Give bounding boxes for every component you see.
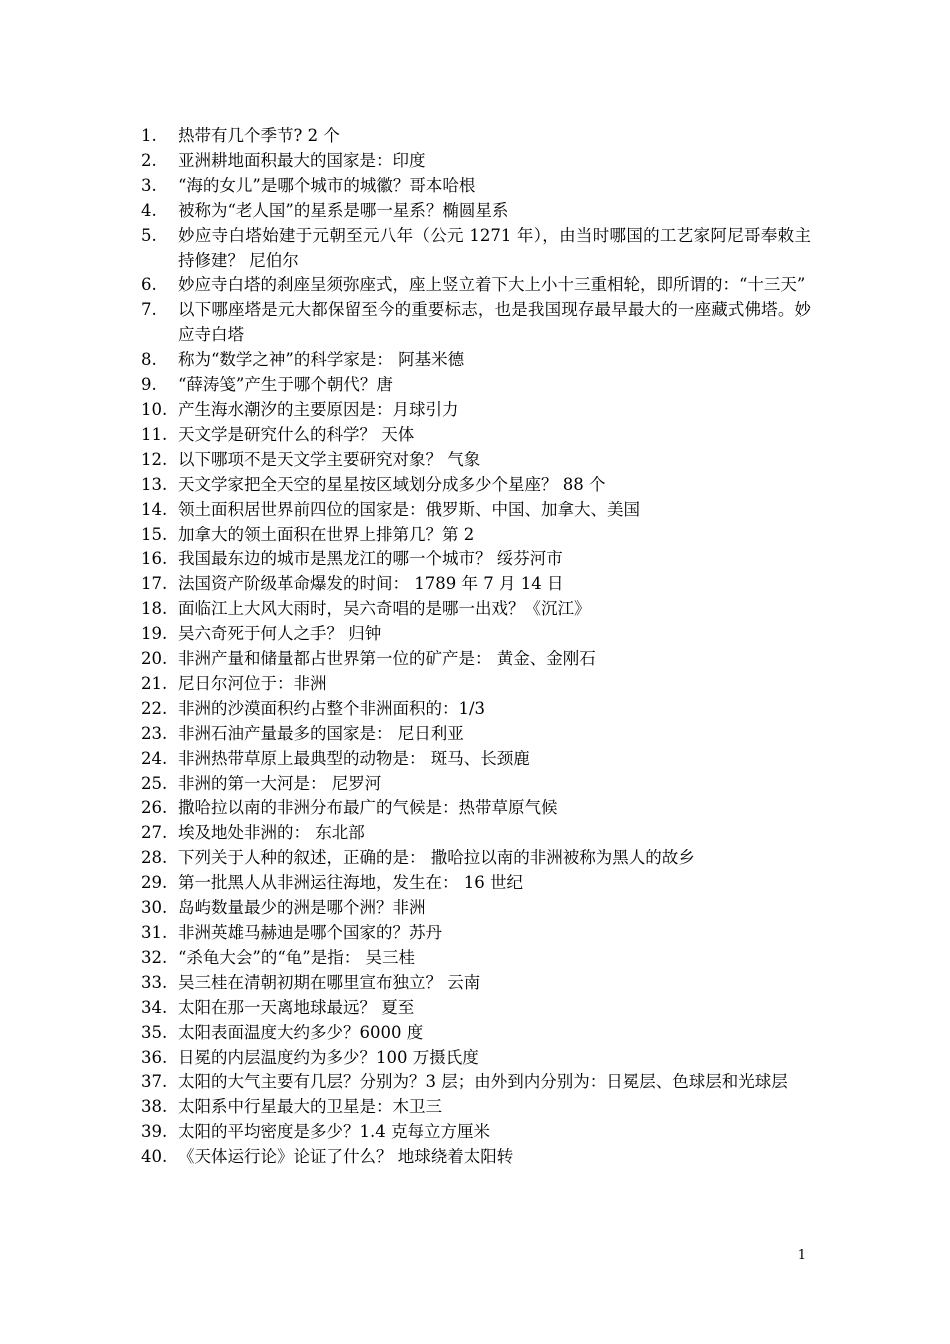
item-text: 产生海水潮汐的主要原因是：月球引力: [178, 399, 459, 419]
item-text: 亚洲耕地面积最大的国家是：印度: [178, 150, 426, 170]
page-number: 1: [797, 1248, 806, 1263]
item-number: 37.: [141, 1072, 168, 1092]
item-text: 我国最东边的城市是黑龙江的哪一个城市？ 绥芬河市: [178, 549, 563, 569]
item-number: 33.: [141, 972, 168, 992]
item-number: 29.: [141, 873, 168, 893]
item-text: 撒哈拉以南的非洲分布最广的气候是：热带草原气候: [178, 798, 558, 818]
item-number: 5.: [141, 225, 157, 245]
list-item: [141, 996, 811, 1021]
list-item: [141, 547, 811, 572]
list-item: [141, 398, 811, 423]
item-number: 38.: [141, 1097, 168, 1117]
item-number: 25.: [141, 773, 168, 793]
item-number: 23.: [141, 723, 168, 743]
item-number: 15.: [141, 524, 168, 544]
list-item: [141, 298, 811, 348]
item-text: 太阳系中行星最大的卫星是：木卫三: [178, 1097, 442, 1117]
list-item: [141, 1046, 811, 1071]
item-number: 1.: [141, 126, 157, 145]
list-item: [141, 846, 811, 871]
item-number: 21.: [141, 673, 168, 693]
item-text: 妙应寺白塔的刹座呈须弥座式，座上竖立着下大上小十三重相轮，即所谓的：“十三天”: [178, 275, 806, 295]
list-item: [141, 796, 811, 821]
item-text: 埃及地处非洲的： 东北部: [178, 823, 365, 843]
item-text: 面临江上大风大雨时，吴六奇唱的是哪一出戏？《沉江》: [178, 599, 591, 619]
item-text: 太阳的平均密度是多少？1.4 克每立方厘米: [178, 1122, 490, 1142]
item-text: 被称为“老人国”的星系是哪一星系？椭圆星系: [178, 200, 509, 220]
list-item: [141, 896, 811, 921]
list-item: [141, 498, 811, 523]
item-number: 26.: [141, 798, 168, 818]
list-item: [141, 224, 811, 274]
item-number: 9.: [141, 375, 157, 395]
list-item: [141, 572, 811, 597]
item-number: 17.: [141, 574, 168, 594]
list-item: [141, 971, 811, 996]
qa-list: [141, 124, 811, 1170]
list-item: [141, 1120, 811, 1145]
item-number: 24.: [141, 748, 168, 768]
item-text: 非洲英雄马赫迪是哪个国家的？苏丹: [178, 923, 442, 942]
item-number: 34.: [141, 997, 168, 1017]
item-text: 吴三桂在清朝初期在哪里宣布独立？ 云南: [178, 972, 481, 992]
item-text: 第一批黑人从非洲运往海地，发生在： 16 世纪: [178, 873, 523, 893]
item-number: 18.: [141, 599, 168, 619]
list-item: [141, 1070, 811, 1095]
item-text: 太阳的大气主要有几层？分别为？3 层；由外到内分别为：日冕层、色球层和光球层: [178, 1072, 788, 1092]
list-item: [141, 174, 811, 199]
list-item: [141, 921, 811, 946]
item-number: 22.: [141, 698, 168, 718]
item-number: 36.: [141, 1047, 168, 1067]
item-text: 非洲热带草原上最典型的动物是： 斑马、长颈鹿: [178, 748, 530, 768]
item-number: 27.: [141, 823, 168, 843]
list-item: [141, 821, 811, 846]
item-text: 太阳表面温度大约多少？6000 度: [178, 1022, 424, 1042]
list-item: [141, 697, 811, 722]
list-item: [141, 124, 811, 149]
item-text: 以下哪项不是天文学主要研究对象？ 气象: [178, 449, 481, 469]
item-text: 妙应寺白塔始建于元朝至元八年（公元 1271 年），由当时哪国的工艺家阿尼哥奉敕主持修建？ 尼伯尔: [178, 225, 811, 270]
item-number: 19.: [141, 624, 168, 644]
item-text: 太阳在那一天离地球最远？ 夏至: [178, 997, 415, 1017]
list-item: [141, 423, 811, 448]
list-item: [141, 1021, 811, 1046]
item-text: “海的女儿”是哪个城市的城徽？哥本哈根: [178, 175, 476, 195]
list-item: [141, 448, 811, 473]
item-text: 以下哪座塔是元大都保留至今的重要标志，也是我国现存最早最大的一座藏式佛塔。妙应寺白塔: [178, 300, 811, 345]
item-text: 非洲产量和储量都占世界第一位的矿产是： 黄金、金刚石: [178, 649, 596, 669]
item-text: 领土面积居世界前四位的国家是：俄罗斯、中国、加拿大、美国: [178, 499, 640, 519]
item-number: 4.: [141, 200, 157, 220]
item-text: 天文学是研究什么的科学？ 天体: [178, 424, 415, 444]
item-number: 39.: [141, 1122, 168, 1142]
list-item: [141, 647, 811, 672]
item-text: 天文学家把全天空的星星按区域划分成多少个星座？ 88 个: [178, 474, 606, 494]
list-item: [141, 523, 811, 548]
item-number: 35.: [141, 1022, 168, 1042]
item-number: 14.: [141, 499, 168, 519]
item-text: 非洲石油产量最多的国家是： 尼日利亚: [178, 723, 464, 743]
item-number: 20.: [141, 649, 168, 669]
list-item: [141, 946, 811, 971]
list-item: [141, 871, 811, 896]
list-item: [141, 772, 811, 797]
item-number: 40.: [141, 1147, 168, 1167]
list-item: [141, 622, 811, 647]
list-item: [141, 722, 811, 747]
item-number: 16.: [141, 549, 168, 569]
item-number: 11.: [141, 424, 168, 444]
list-item: [141, 672, 811, 697]
item-number: 12.: [141, 449, 168, 469]
list-item: [141, 1145, 811, 1170]
list-item: [141, 149, 811, 174]
item-number: 28.: [141, 848, 168, 868]
item-text: 称为“数学之神”的科学家是： 阿基米德: [178, 350, 465, 370]
item-text: 《天体运行论》论证了什么？ 地球绕着太阳转: [178, 1147, 514, 1167]
list-item: [141, 473, 811, 498]
item-text: 吴六奇死于何人之手？ 归钟: [178, 624, 382, 644]
list-item: [141, 199, 811, 224]
item-number: 3.: [141, 175, 157, 195]
item-text: “薛涛笺”产生于哪个朝代？唐: [178, 375, 393, 395]
item-text: “杀龟大会”的“龟”是指： 吴三桂: [178, 947, 415, 967]
item-text: 岛屿数量最少的洲是哪个洲？非洲: [178, 898, 426, 918]
item-number: 6.: [141, 275, 157, 295]
list-item: [141, 597, 811, 622]
item-text: 非洲的第一大河是： 尼罗河: [178, 773, 382, 793]
item-number: 31.: [141, 923, 168, 942]
item-text: 日冕的内层温度约为多少？100 万摄氏度: [178, 1047, 479, 1067]
list-item: [141, 273, 811, 298]
item-number: 30.: [141, 898, 168, 918]
item-number: 8.: [141, 350, 157, 370]
item-text: 尼日尔河位于：非洲: [178, 673, 327, 693]
item-text: 下列关于人种的叙述，正确的是： 撒哈拉以南的非洲被称为黑人的故乡: [178, 848, 695, 868]
item-number: 13.: [141, 474, 168, 494]
item-number: 32.: [141, 947, 168, 967]
item-number: 10.: [141, 399, 168, 419]
list-item: [141, 747, 811, 772]
item-text: 加拿大的领土面积在世界上排第几？第 2: [178, 524, 475, 544]
item-text: 法国资产阶级革命爆发的时间： 1789 年 7 月 14 日: [178, 574, 564, 594]
list-item: [141, 348, 811, 373]
list-item: [141, 373, 811, 398]
list-item: [141, 1095, 811, 1120]
item-number: 2.: [141, 150, 157, 170]
item-number: 7.: [141, 300, 157, 320]
item-text: 非洲的沙漠面积约占整个非洲面积的：1/3: [178, 698, 486, 718]
item-text: 热带有几个季节? 2 个: [178, 126, 340, 145]
